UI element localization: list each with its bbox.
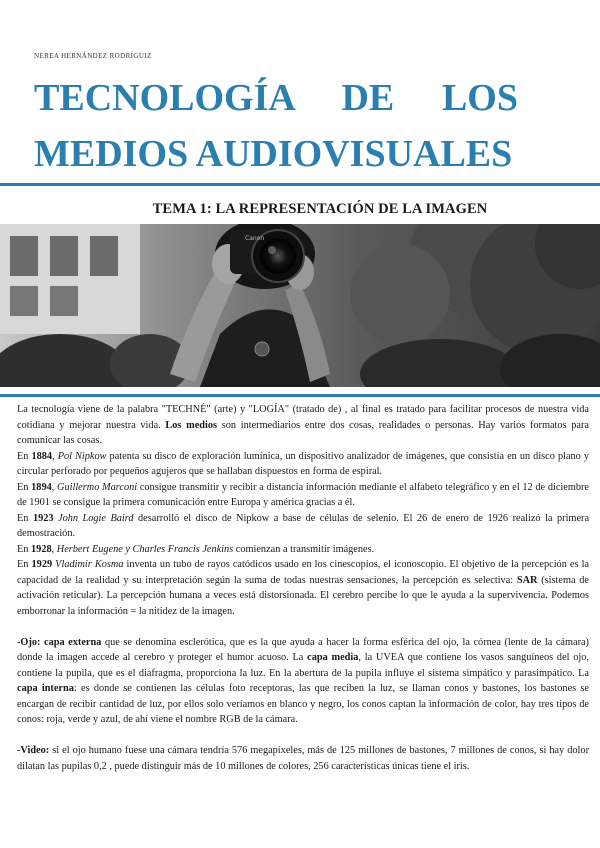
paragraph-1923: En 1923 John Logie Baird desarrolló el disco de Nipkow a base de células de selenio. El 26 de enero de 1926 realizó la primera demostración. <box>17 512 590 539</box>
document-title <box>34 70 518 182</box>
section-heading: TEMA 1: LA REPRESENTACIÓN DE LA IMAGEN <box>152 201 488 217</box>
title-line-1: TECNOLOGÍA DE LOS <box>34 77 518 119</box>
top-divider <box>0 183 600 186</box>
paragraph-video: -Video: si el ojo humano fuese una cámara tendría 576 megapíxeles, más de 125 millones de bastones, 7 millones de conos, si hay dolor dilatan las pupilas 0,2 , puede distinguir más de 10 millones de colores, 256 características únicas tiene el iris. <box>17 745 589 772</box>
paragraph-1928: En 1928, Herbert Eugene y Charles Francis Jenkins comienzan a transmitir imágenes. <box>17 543 375 555</box>
title-line-2: MEDIOS AUDIOVISUALES <box>34 133 513 175</box>
bottom-divider <box>0 394 600 397</box>
paragraph-1929: En 1929 Vladimir Kosma inventa un tubo de rayos catódicos usado en los cinescopios, el iconoscopio. El objetivo de la percepción es la capacidad de la realidad y su interpretación según la suma de todas nuestras sensaciones, la percepción es selectiva: SAR (sistema de activación reticular). La percepción humana a veces está distorsionada. El cerebro percibe lo que le ayuda a la supervivencia. Podemos emborronar la información = la nitidez de la imagen. <box>17 559 590 617</box>
paragraph-ojo: -Ojo: capa externa que se denomina esclerótica, que es la que ayuda a hacer la forma esférica del ojo, la córnea (lente de la cámara) donde la imagen accede al cerebro y proteger el humor acuoso. La capa media, la UVEA que contiene los vasos sanguíneos del ojo, contiene la pupila, que es el diafragma, proporciona la luz. En la abertura de la pupila influye el sistema simpático y parasimpático. La capa interna: es donde se contienen las células foto receptoras, las que reciben la luz, se llaman conos y bastones, los bastones se encargan de recibir cantidad de luz, por ellos solo veríamos en blanco y negro, los conos captan la información de color, hay tres tipos de conos: roja, verde y azul, de ahí viene el nombre RGB de la cámara. <box>17 636 589 725</box>
paragraph-1884: En 1884, Pol Nipkow patenta su disco de exploración lumínica, un dispositivo analizador de imágenes, que consistía en un disco plano y circular perforado por pequeños agujeros que se hallaban dispuestos en forma de espiral. <box>17 450 590 477</box>
paragraph-intro: La tecnología viene de la palabra "TECHNÉ" (arte) y "LOGÍA" (tratado de) , al final es tratado para facilitar procesos de nuestra vida cotidiana y mejorar nuestra vida. Los medios son intermediarios entre dos cosas, realidades o personas. Hay varios formatos para comunicar las cosas. <box>17 404 589 446</box>
photographer-photo <box>0 224 600 387</box>
photographer-with-camera-icon <box>0 224 600 387</box>
paragraph-1894: En 1894, Guillermo Marconi consigue transmitir y recibir a distancia información mediante el alfabeto telegráfico y en el 12 de diciembre de 1901 se consigue la primera comunicación entre Europa y américa gracias a él. <box>17 481 589 508</box>
document-body <box>17 402 589 774</box>
author-name: NEREA HERNÁNDEZ RODRÍGUIZ <box>34 52 152 60</box>
svg-text:Canon: Canon <box>245 235 265 242</box>
